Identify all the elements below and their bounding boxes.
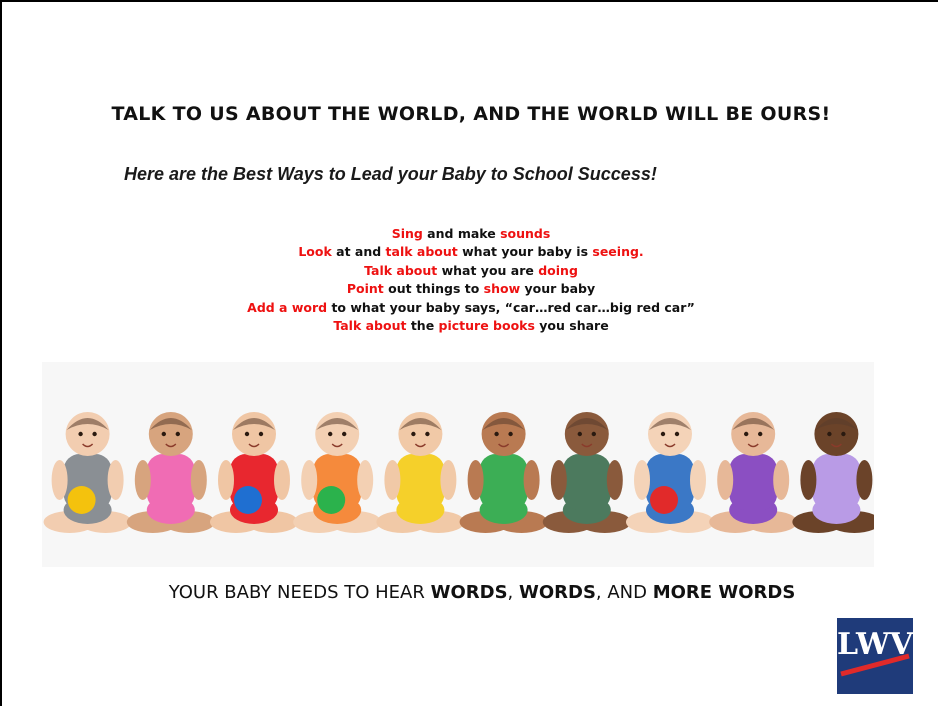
footer-sep2: , AND <box>595 582 653 603</box>
tips-list <box>2 225 938 335</box>
tip-text: the <box>406 318 439 334</box>
footer-part1: YOUR BABY NEEDS TO HEAR <box>168 582 431 603</box>
footer-text <box>2 582 938 603</box>
tip-line <box>2 317 938 335</box>
footer-word1: WORDS <box>430 582 508 603</box>
tip-line <box>2 280 938 298</box>
tip-text: you share <box>534 318 609 334</box>
tip-line <box>2 299 938 317</box>
tip-text: at and <box>331 244 386 260</box>
ball <box>68 486 96 514</box>
ball <box>650 486 678 514</box>
tip-text: what you are <box>437 262 539 278</box>
tip-keyword: Look <box>298 244 332 260</box>
footer-sep1: , <box>507 582 519 603</box>
tip-text: to what your baby says, “car…red car…big red car” <box>327 299 695 315</box>
ball <box>317 486 345 514</box>
footer-word3: MORE WORDS <box>652 582 796 603</box>
tip-keyword: talk about <box>385 244 458 260</box>
tip-keyword: picture books <box>438 318 535 334</box>
ball <box>234 486 262 514</box>
tip-keyword: Point <box>346 281 384 297</box>
tip-keyword: Talk about <box>364 262 438 278</box>
tip-line <box>2 225 938 243</box>
tip-text: your baby <box>520 281 596 297</box>
tip-line <box>2 262 938 280</box>
slide-subtitle: Here are the Best Ways to Lead your Baby to School Success! <box>124 164 657 184</box>
tip-keyword: Add a word <box>247 299 328 315</box>
logo-text: LWV <box>837 627 913 662</box>
footer-word2: WORDS <box>518 582 596 603</box>
tip-keyword: show <box>483 281 521 297</box>
lwv-logo <box>837 618 913 694</box>
tip-line <box>2 243 938 261</box>
tip-text: out things to <box>383 281 484 297</box>
tip-text: and make <box>422 226 501 241</box>
tip-keyword: sounds <box>500 226 551 241</box>
tip-keyword: seeing. <box>592 244 644 260</box>
tip-text: what your baby is <box>457 244 593 260</box>
tip-keyword: Talk about <box>333 318 407 334</box>
slide-title: TALK TO US ABOUT THE WORLD, AND THE WORLD WILL BE OURS! <box>111 103 831 125</box>
tip-keyword: doing <box>538 262 578 278</box>
babies-photo <box>42 362 874 567</box>
tip-keyword: Sing <box>391 226 423 241</box>
